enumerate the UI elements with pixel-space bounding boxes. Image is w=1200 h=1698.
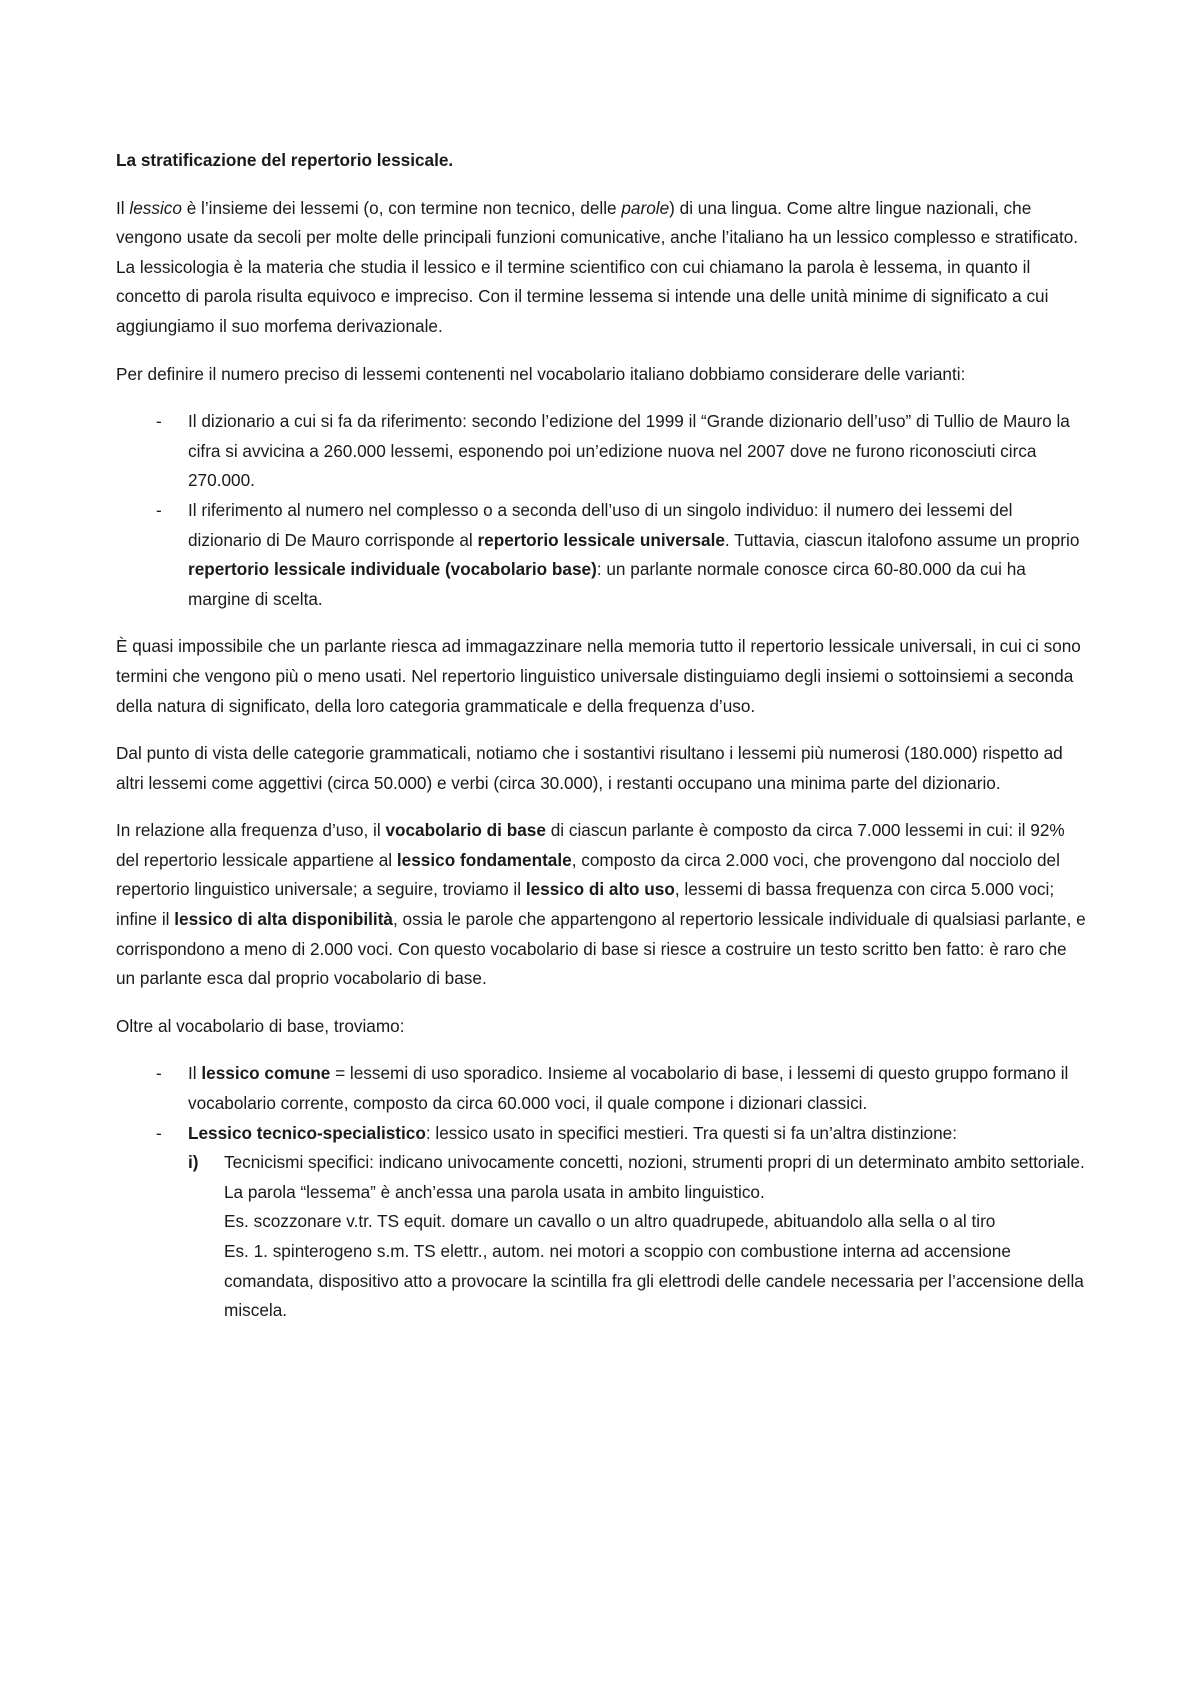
sub-item-example: Es. 1. spinterogeno s.m. TS elettr., autom. nei motori a scoppio con combustione interna ad accensione comandata, dispositivo atto a provocare la scintilla fra gli elettrodi delle candele necessaria per l’accensione della miscela. bbox=[224, 1241, 1084, 1321]
paragraph-frequenza bbox=[116, 816, 1086, 994]
text-run-bold: repertorio lessicale individuale (vocabolario base) bbox=[188, 559, 597, 580]
text-run-italic: lessico bbox=[129, 197, 182, 218]
text-run: : un parlante normale conosce circa 60-80.000 da cui ha margine di scelta. bbox=[188, 559, 1026, 609]
list-item bbox=[116, 1059, 1086, 1118]
sub-list-item bbox=[188, 1148, 1086, 1326]
paragraph-oltre: Oltre al vocabolario di base, troviamo: bbox=[116, 1015, 405, 1036]
text-run: di ciascun parlante è composto da circa 7.000 lessemi in cui: il 92% del repertorio lessicale appartiene al bbox=[116, 820, 1065, 870]
list-varianti bbox=[116, 407, 1086, 614]
list-item: - Il dizionario a cui si fa da riferimento: secondo l’edizione del 1999 il “Grande dizionario dell’uso” di Tullio de Mauro la cifra si avvicina a 260.000 lessemi, esponendo poi un’edizione nuova nel 2007 dove ne furono riconosciuti circa 270.000. bbox=[116, 407, 1086, 496]
text-run: Il bbox=[116, 197, 130, 218]
text-run: , ossia le parole che appartengono al repertorio lessicale individuale di qualsiasi parlante, e corrispondono a meno di 2.000 voci. Con questo vocabolario di base si riesce a costruire un testo scritto ben fatto: è raro che un parlante esca dal proprio vocabolario di base. bbox=[116, 909, 1086, 989]
text-run: , composto da circa 2.000 voci, che provengono dal nocciolo del repertorio linguistico universale; a seguire, troviamo il bbox=[116, 849, 1060, 900]
paragraph-varianti: Per definire il numero preciso di lessemi contenenti nel vocabolario italiano dobbiamo considerare delle varianti: bbox=[116, 363, 966, 384]
sub-item-definition: Tecnicismi specifici: indicano univocamente concetti, nozioni, strumenti propri di un determinato ambito settoriale. La parola “lessema” è anch’essa una parola usata in ambito linguistico. bbox=[224, 1152, 1085, 1202]
text-run: , lessemi di bassa frequenza con circa 5.000 voci; infine il bbox=[116, 879, 1055, 930]
text-run: In relazione alla frequenza d’uso, il bbox=[116, 820, 386, 841]
text-run: Il riferimento al numero nel complesso o a seconda dell’uso di un singolo individuo: il numero dei lessemi del dizionario di De Mauro corrisponde al bbox=[188, 499, 1013, 550]
text-run: Il bbox=[188, 1063, 202, 1084]
text-run: : lessico usato in specifici mestieri. Tra questi si fa un’altra distinzione: bbox=[425, 1122, 957, 1143]
sub-item-example: Es. scozzonare v.tr. TS equit. domare un cavallo o un altro quadrupede, abituandolo alla sella o al tiro bbox=[224, 1211, 996, 1232]
paragraph-categorie: Dal punto di vista delle categorie grammaticali, notiamo che i sostantivi risultano i lessemi più numerosi (180.000) rispetto ad altri lessemi come aggettivi (circa 50.000) e verbi (circa 30.000), i restanti occupano una minima parte del dizionario. bbox=[116, 743, 1063, 793]
text-run-bold: lessico di alta disponibilità bbox=[174, 909, 393, 930]
paragraph-lessico bbox=[116, 194, 1086, 342]
list-lessico bbox=[116, 1059, 1086, 1325]
text-run: ) di una lingua. Come altre lingue nazionali, che vengono usate da secoli per molte delle principali funzioni comunicative, anche l’italiano ha un lessico complesso e stratificato. La lessicologia è la materia che studia il lessico e il termine scientifico con cui chiamano la parola è lessema, in quanto il concetto di parola risulta equivoco e impreciso. Con il termine lessema si intende una delle unità minime di significato a cui aggiungiamo il suo morfema derivazionale. bbox=[116, 197, 1079, 336]
text-run-bold: Lessico tecnico-specialistico bbox=[188, 1122, 426, 1143]
text-run: . Tuttavia, ciascun italofono assume un proprio bbox=[724, 529, 1080, 550]
sub-list-marker: i) bbox=[188, 1152, 199, 1173]
text-run: = lessemi di uso sporadico. Insieme al vocabolario di base, i lessemi di questo gruppo formano il vocabolario corrente, composto da circa 60.000 voci, il quale compone i dizionari classici. bbox=[188, 1063, 1069, 1114]
document-page bbox=[116, 146, 1086, 1344]
text-run-bold: lessico comune bbox=[201, 1063, 331, 1084]
text-run: è l’insieme dei lessemi (o, con termine non tecnico, delle bbox=[181, 197, 622, 218]
text-run-bold: repertorio lessicale universale bbox=[477, 529, 725, 550]
paragraph-repertorio: È quasi impossibile che un parlante riesca ad immagazzinare nella memoria tutto il repertorio lessicale universali, in cui ci sono termini che vengono più o meno usati. Nel repertorio linguistico universale distinguiamo degli insiemi o sottoinsiemi a seconda della natura di significato, della loro categoria grammaticale e della frequenza d’uso. bbox=[116, 636, 1081, 716]
list-item bbox=[116, 1119, 1086, 1326]
text-run-italic: parole bbox=[621, 197, 670, 218]
text-run-bold: lessico fondamentale bbox=[396, 849, 572, 870]
text-run-bold: lessico di alto uso bbox=[525, 879, 675, 900]
list-item bbox=[116, 496, 1086, 614]
text-run-bold: vocabolario di base bbox=[385, 820, 546, 841]
document-title: La stratificazione del repertorio lessicale. bbox=[116, 150, 454, 170]
